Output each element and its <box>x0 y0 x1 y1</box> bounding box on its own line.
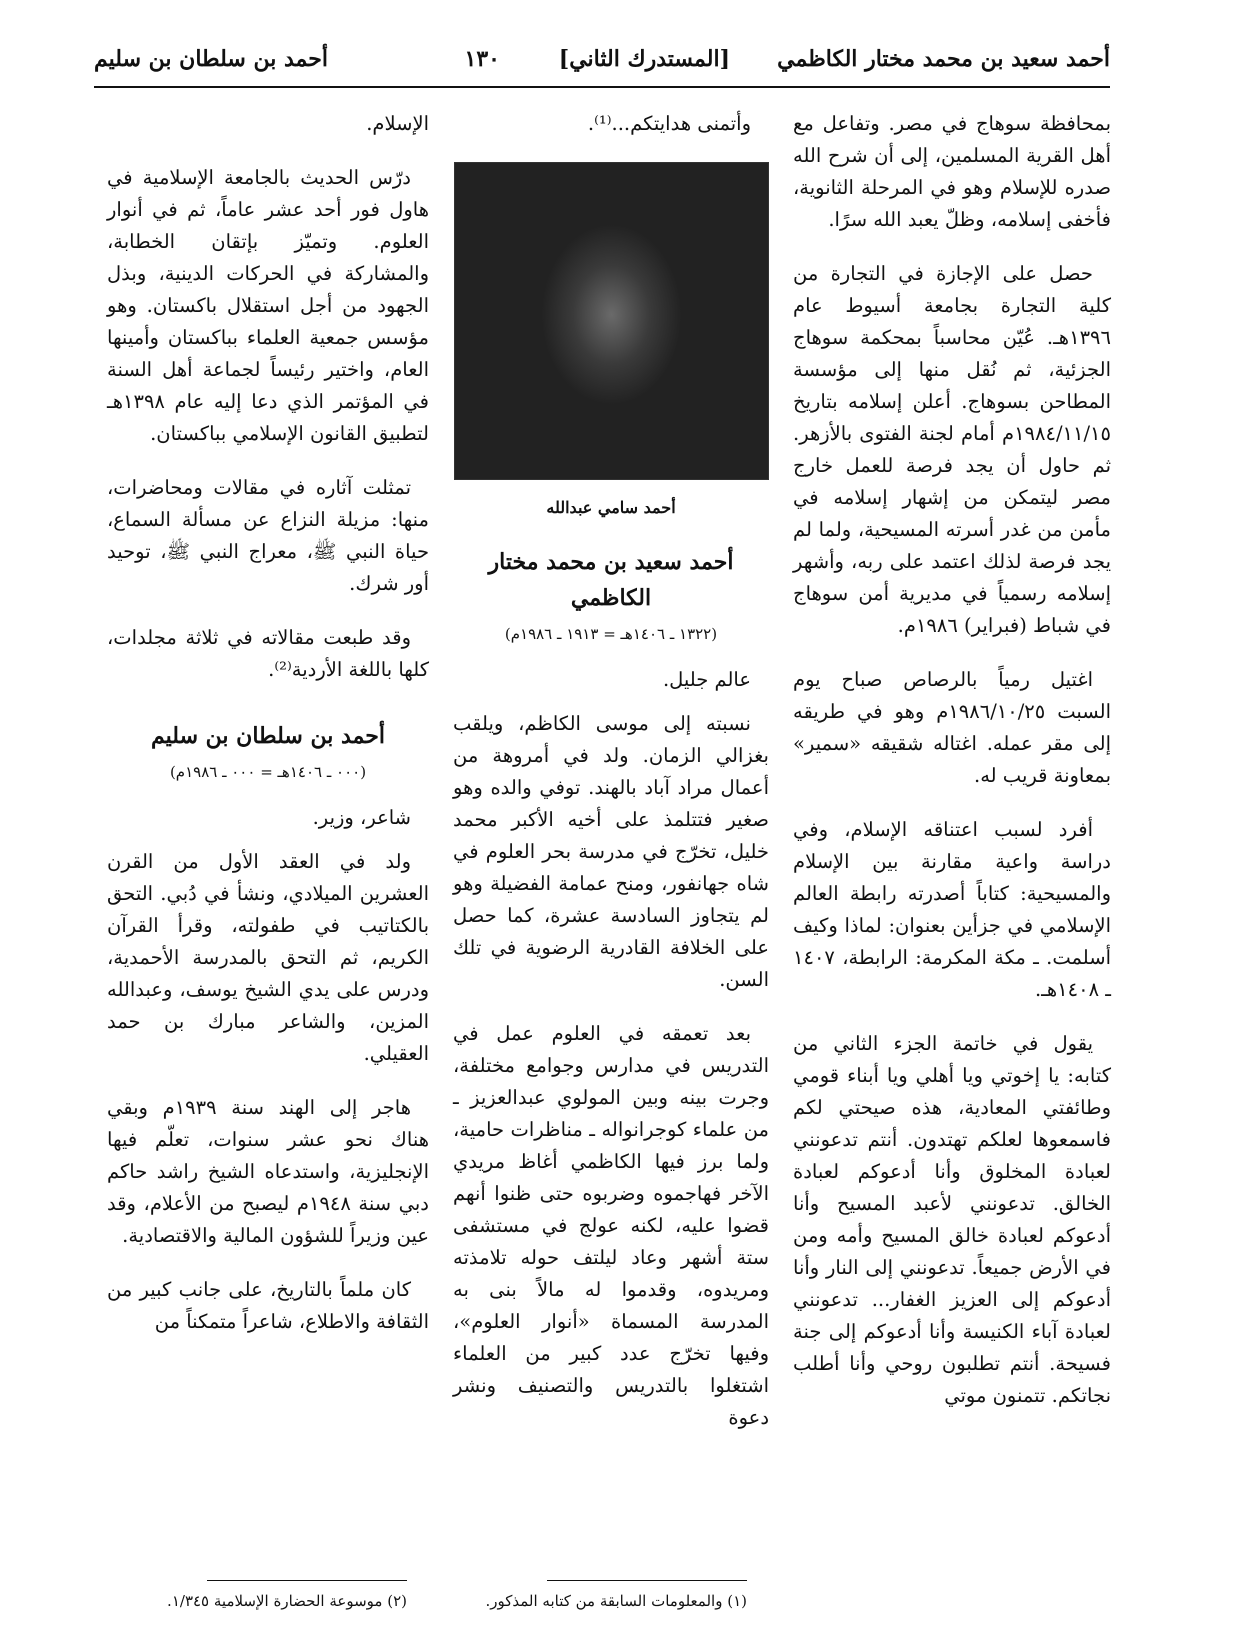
photo-caption: أحمد سامي عبدالله <box>546 498 676 517</box>
paragraph: أفرد لسبب اعتناقه الإسلام، وفي دراسة واعية مقارنة بين الإسلام والمسيحية: كتاباً أصدرته رابطة العالم الإسلامي في جزأين بعنوان: لماذا وكيف أسلمت. ـ مكة المكرمة: الرابطة، ١٤٠٧ ـ ١٤٠٨هـ. <box>793 818 1111 1001</box>
header-section: [المستدرك الثاني] <box>558 46 730 72</box>
paragraph: الإسلام. <box>366 112 429 135</box>
running-header <box>94 46 1110 86</box>
paragraph: شاعر، وزير. <box>312 806 411 829</box>
entry-title: أحمد بن سلطان بن سليم <box>151 723 385 749</box>
paragraph: يقول في خاتمة الجزء الثاني من كتابه: يا إخوتي ويا أهلي ويا أبناء قومي وطائفتي المعادية، هذه صيحتي لكم فاسمعوها لعلكم تهتدون. أنتم تدعونني لعبادة المخلوق وأنا أدعوكم لعبادة الخالق. تدعونني لأعبد المسيح وأنا أدعوكم لعبادة خالق المسيح وأمه ومن في الأرض جميعاً. تدعونني إلى النار وأنا أدعوكم إلى العزيز الغفار... تدعونني لعبادة آباء الكنيسة وأنا أدعوكم إلى جنة فسيحة. أنتم تطلبون روحي وأنا أطلب نجاتكم. تتمنون موتي <box>793 1032 1111 1407</box>
header-entry-right: أحمد سعيد بن محمد مختار الكاظمي <box>777 46 1110 72</box>
entry-dates: (٠٠٠ ـ ١٤٠٦هـ = ٠٠٠ ـ ١٩٨٦م) <box>169 763 367 781</box>
paragraph: عالم جليل. <box>662 668 751 691</box>
footnote-rule <box>207 1580 407 1581</box>
footnote-1: (١) والمعلومات السابقة من كتابه المذكور. <box>485 1592 747 1610</box>
column-right <box>793 108 1111 1434</box>
header-entry-left: أحمد بن سلطان بن سليم <box>94 46 328 72</box>
page-number: ١٣٠ <box>464 46 500 72</box>
paragraph: بمحافظة سوهاج في مصر. وتفاعل مع أهل القرية المسلمين، إلى أن شرح الله صدره للإسلام وهو في المرحلة الثانوية، فأخفى إسلامه، وظلّ يعبد الله سرًا. <box>793 112 1111 231</box>
paragraph: وقد طبعت مقالاته في ثلاثة مجلدات، كلها باللغة الأردية⁽²⁾. <box>107 626 429 681</box>
paragraph: نسبته إلى موسى الكاظم، ويلقب بغزالي الزمان. ولد في أمروهة من أعمال مراد آباد بالهند. توفي والده وهو صغير فتتلمذ على أخيه الأكبر محمد خليل، تخرّج في مدرسة بحر العلوم في شاه جهانفور، ومنح عمامة الفضيلة وهو لم يتجاوز السادسة عشرة، كما حصل على الخلافة القادرية الرضوية في تلك السن. <box>453 712 769 991</box>
paragraph: حصل على الإجازة في التجارة من كلية التجارة بجامعة أسيوط عام ١٣٩٦هـ. عُيّن محاسباً بمحكمة سوهاج الجزئية، ثم نُقل منها إلى مؤسسة المطاحن بسوهاج. أعلن إسلامه بتاريخ ١٩٨٤/١١/١٥م أمام لجنة الفتوى بالأزهر. ثم حاول أن يجد فرصة للعمل خارج مصر ليتمكن من إشهار إسلامه في مأمن من غدر أسرته المسيحية، ولما لم يجد فرصة لذلك اعتمد على ربه، وأشهر إسلامه رسمياً في مديرية أمن سوهاج في شباط (فبراير) ١٩٨٦م. <box>793 262 1111 637</box>
paragraph: هاجر إلى الهند سنة ١٩٣٩م وبقي هناك نحو عشر سنوات، تعلّم فيها الإنجليزية، واستدعاه الشيخ راشد حاكم دبي سنة ١٩٤٨م ليصبح من الأعلام، وقد عين وزيراً للشؤون المالية والاقتصادية. <box>107 1096 429 1247</box>
header-rule <box>94 86 1110 88</box>
column-left <box>107 108 429 1360</box>
paragraph: بعد تعمقه في العلوم عمل في التدريس في مدارس وجوامع مختلفة، وجرت بينه وبين المولوي عبدالعزيز ـ من علماء كوجرانواله ـ مناظرات حامية، ولما برز فيها الكاظمي أغاظ مريدي الآخر فهاجموه وضربوه حتى ظنوا أنهم قضوا عليه، لكنه عولج في مستشفى ستة أشهر وعاد ليلتف حوله تلامذته ومريدوه، وقدموا له مالاً بنى به المدرسة المسماة «أنوار العلوم»، وفيها تخرّج عدد كبير من العلماء اشتغلوا بالتدريس والتصنيف ونشر دعوة <box>453 1022 769 1429</box>
paragraph: اغتيل رمياً بالرصاص صباح يوم السبت ١٩٨٦/١٠/٢٥م وهو في طريقه إلى مقر عمله. اغتاله شقيقه «سمير» بمعاونة قريب له. <box>793 668 1111 787</box>
entry-dates: (١٣٢٢ ـ ١٤٠٦هـ = ١٩١٣ ـ ١٩٨٦م) <box>504 625 718 643</box>
footnote-2: (٢) موسوعة الحضارة الإسلامية ١/٣٤٥. <box>167 1592 407 1610</box>
paragraph: تمثلت آثاره في مقالات ومحاضرات، منها: مزيلة النزاع عن مسألة السماع، حياة النبي ﷺ، معراج النبي ﷺ، توحيد أور شرك. <box>107 476 429 595</box>
paragraph: درّس الحديث بالجامعة الإسلامية في هاول فور أحد عشر عاماً، ثم في أنوار العلوم. وتميّز بإتقان الخطابة، والمشاركة في الحركات الدينية، وبذل الجهود من أجل استقلال باكستان. وهو مؤسس جمعية العلماء بباكستان وأمينها العام، واختير رئيساً لجماعة أهل السنة في المؤتمر الذي دعا إليه عام ١٣٩٨هـ لتطبيق القانون الإسلامي بباكستان. <box>107 166 429 445</box>
entry-title: أحمد سعيد بن محمد مختار الكاظمي <box>488 549 734 611</box>
paragraph: ولد في العقد الأول من القرن العشرين الميلادي، ونشأ في دُبي. التحق بالكتاتيب في طفولته، وقرأ القرآن الكريم، ثم التحق بالمدرسة الأحمدية، ودرس على يدي الشيخ يوسف، وعبدالله المزين، والشاعر مبارك بن حمد العقيلي. <box>107 850 429 1065</box>
footnote-rule <box>547 1580 747 1581</box>
paragraph: كان ملماً بالتاريخ، على جانب كبير من الثقافة والاطلاع، شاعراً متمكناً من <box>107 1278 429 1333</box>
column-middle <box>453 108 769 1456</box>
portrait-photo <box>454 162 769 480</box>
paragraph: وأتمنى هدايتكم...⁽¹⁾. <box>587 112 751 135</box>
